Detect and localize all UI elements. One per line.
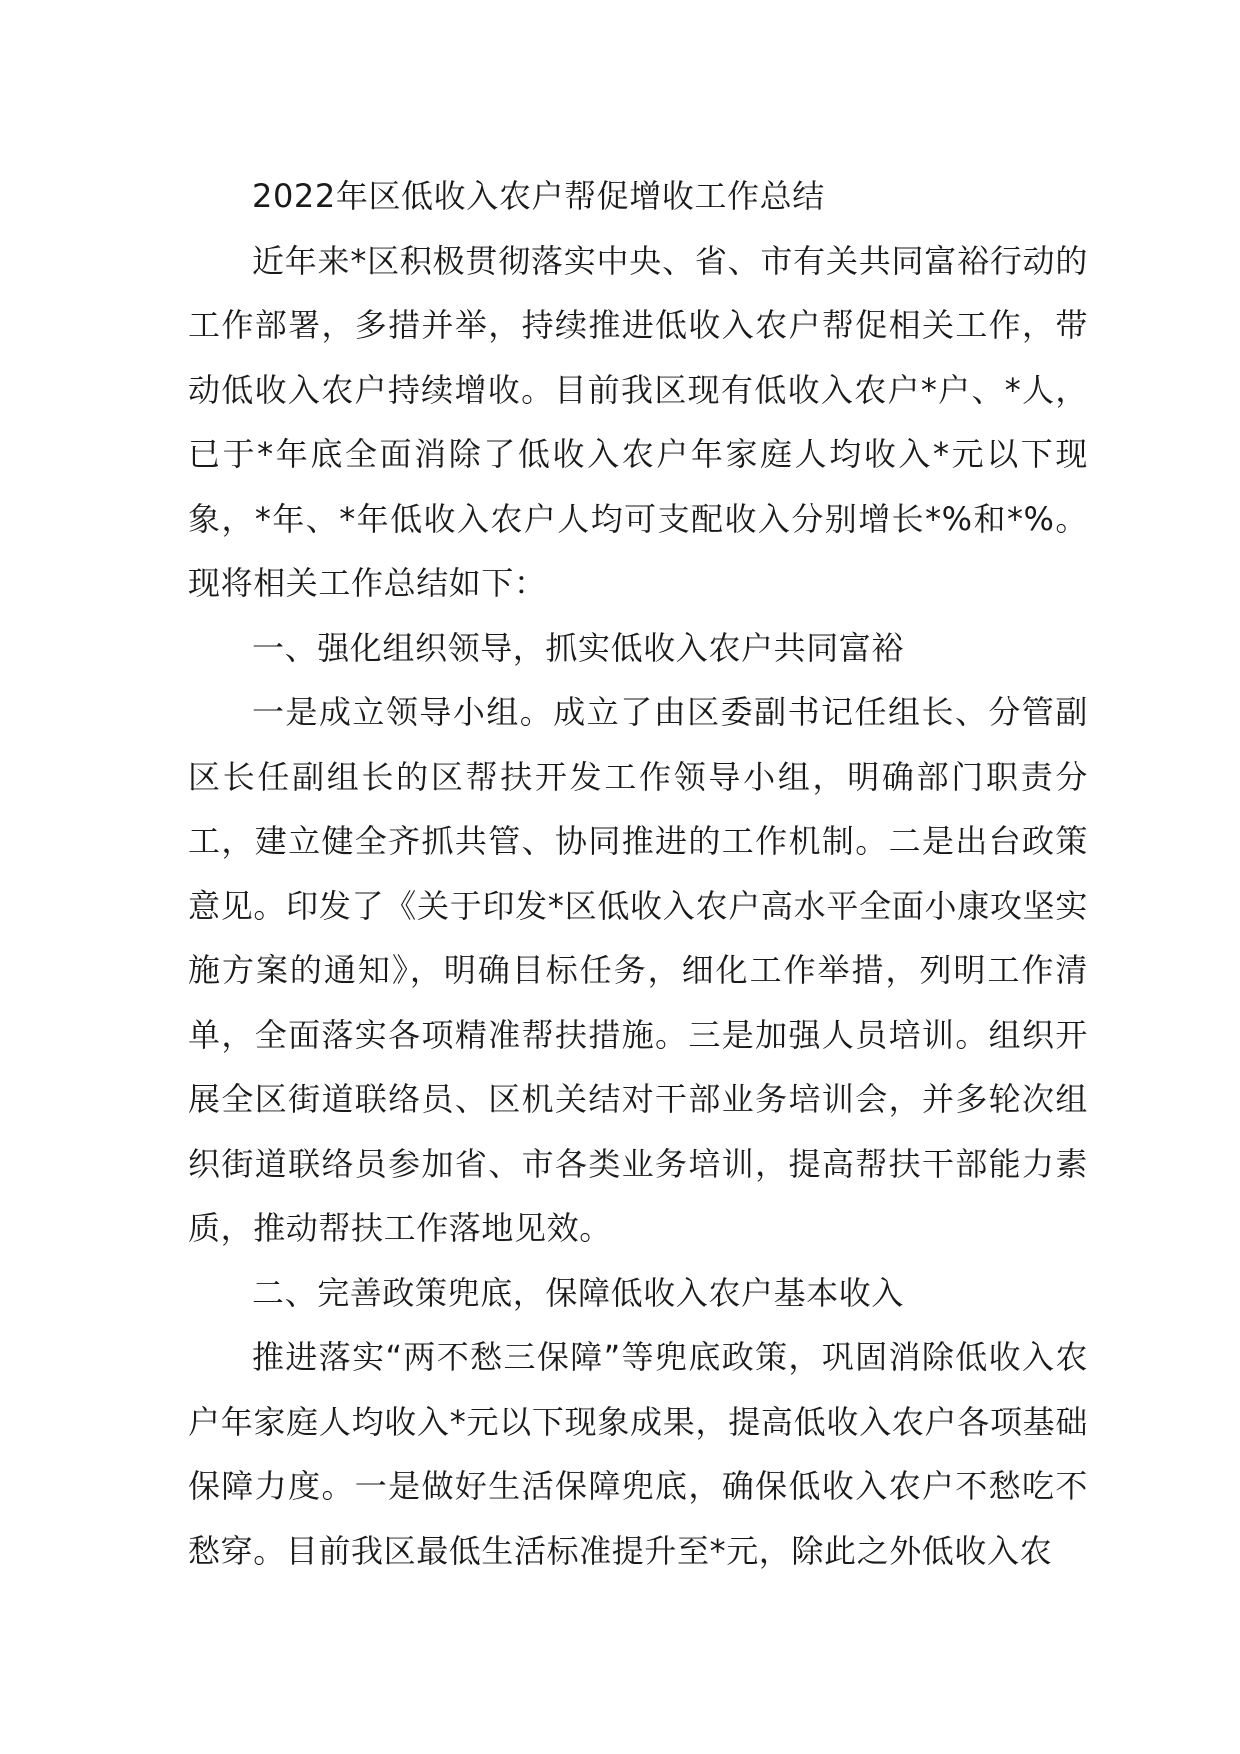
section-2-heading: 二、完善政策兜底，保障低收入农户基本收入	[252, 1273, 905, 1312]
document-body	[188, 164, 1088, 1583]
section-1-paragraph: 一是成立领导小组。成立了由区委副书记任组长、分管副区长任副组长的区帮扶开发工作领导小组，明确部门职责分工，建立健全齐抓共管、协同推进的工作机制。二是出台政策意见。印发了《关于印发*区低收入农户高水平全面小康攻坚实施方案的通知》，明确目标任务，细化工作举措，列明工作清单，全面落实各项精准帮扶措施。三是加强人员培训。组织开展全区街道联络员、区机关结对干部业务培训会，并多轮次组织街道联络员参加省、市各类业务培训，提高帮扶干部能力素质，推动帮扶工作落地见效。	[188, 693, 1088, 1247]
section-2-paragraph: 推进落实“两不愁三保障”等兜底政策，巩固消除低收入农户年家庭人均收入*元以下现象成果，提高低收入农户各项基础保障力度。一是做好生活保障兜底，确保低收入农户不愁吃不愁穿。目前我区最低生活标准提升至*元，除此之外低收入农	[188, 1338, 1088, 1570]
document-title: 2022年区低收入农户帮促增收工作总结	[252, 177, 825, 215]
intro-paragraph: 近年来*区积极贯彻落实中央、省、市有关共同富裕行动的工作部署，多措并举，持续推进低收入农户帮促相关工作，带动低收入农户持续增收。目前我区现有低收入农户*户、*人，已于*年底全面消除了低收入农户年家庭人均收入*元以下现象，*年、*年低收入农户人均可支配收入分别增长*%和*%。现将相关工作总结如下：	[188, 241, 1088, 602]
section-1-heading: 一、强化组织领导，抓实低收入农户共同富裕	[252, 628, 905, 667]
